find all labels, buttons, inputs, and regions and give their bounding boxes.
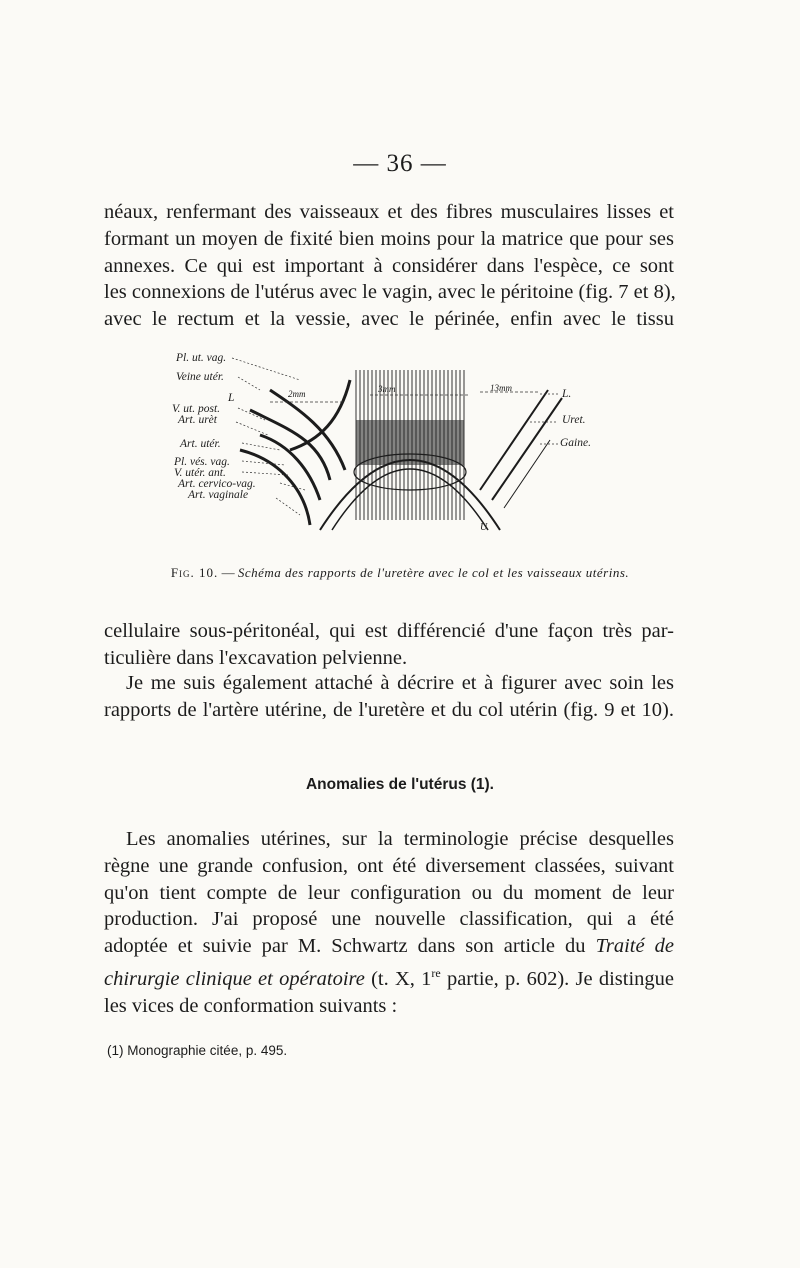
- superscript: re: [431, 965, 441, 980]
- text-line: formant un moyen de fixité bien moins pour la matrice que pour ses: [104, 227, 674, 250]
- paragraph-4: [104, 826, 674, 1019]
- text-segment: partie, p. 602). Je distingue: [440, 967, 674, 990]
- fig-label-pl-ut-vag: Pl. ut. vag.: [176, 352, 227, 364]
- fig-label-art-uret: Art. urèt: [178, 414, 217, 426]
- caption-dash: —: [221, 565, 235, 580]
- text-line: règne une grande confusion, ont été diversement classées, suivant: [104, 854, 674, 877]
- paragraph-1: [104, 199, 674, 333]
- caption-fig-number: Fig. 10.: [170, 565, 219, 580]
- fig-bottom-mark: U: [480, 522, 488, 533]
- page-number: — 36 —: [353, 150, 447, 177]
- text-line: ticulière dans l'excavation pelvienne.: [104, 646, 408, 669]
- fig-label-art-vaginale: Art. vaginale: [188, 489, 249, 501]
- anatomical-figure: [170, 350, 610, 540]
- figure-caption: [0, 565, 800, 581]
- text-line: [104, 960, 674, 993]
- fig-dim-left: 2mm: [288, 389, 306, 399]
- fig-label-art-uter: Art. utér.: [180, 438, 221, 450]
- text-line: cellulaire sous-péritonéal, qui est différencié d'une façon très par-: [104, 620, 674, 642]
- fig-dim-center: 3mm: [378, 384, 396, 394]
- fig-label-v-ut-post: V. ut. post.: [172, 403, 221, 415]
- paragraph-3: [104, 670, 674, 724]
- text-line: néaux, renfermant des vaisseaux et des fibres musculaires lisses et: [104, 201, 674, 223]
- section-title: Anomalies de l'utérus (1).: [305, 776, 494, 793]
- text-line: production. J'ai proposé une nouvelle classification, qui a été: [104, 908, 674, 931]
- text-line: les vices de conformation suivants :: [104, 994, 398, 1017]
- paragraph-2: [104, 618, 674, 672]
- text-line: Je me suis également attaché à décrire et à figurer avec soin les: [126, 672, 674, 694]
- fig-label-uret: Uret.: [562, 414, 586, 426]
- fig-label-veine-uter: Veine utér.: [176, 371, 224, 383]
- fig-label-gaine: Gaine.: [560, 437, 591, 449]
- caption-text: Schéma des rapports de l'uretère avec le col et les vaisseaux utérins.: [237, 565, 630, 580]
- fig-label-art-cervico-vag: Art. cervico-vag.: [178, 478, 256, 490]
- text-line: rapports de l'artère utérine, de l'uretère et du col utérin (fig. 9 et 10).: [104, 698, 674, 721]
- fig-label-l-left: L: [228, 392, 235, 404]
- fig-label-v-uter-ant: V. utér. ant.: [174, 467, 226, 479]
- text-line: avec le rectum et la vessie, avec le périnée, enfin avec le tissu: [104, 308, 674, 331]
- fig-dim-right: 13mm: [490, 383, 512, 393]
- book-title-part1: Traité de: [595, 935, 674, 958]
- book-title-part2: chirurgie clinique et opératoire: [104, 967, 365, 990]
- footnote: (1) Monographie citée, p. 495.: [107, 1043, 288, 1058]
- fig-label-pl-ves-vag: Pl. vés. vag.: [174, 456, 230, 468]
- figure-drawing: [170, 350, 610, 540]
- text-line: qu'on tient compte de leur configuration ou du moment de leur: [104, 881, 674, 904]
- text-segment: (t. X, 1: [364, 967, 432, 990]
- fig-label-l-right: L.: [562, 388, 572, 400]
- text-line: [104, 933, 674, 960]
- text-segment: adoptée et suivie par M. Schwartz dans son article du: [104, 935, 596, 958]
- text-line: les connexions de l'utérus avec le vagin, avec le péritoine (fig. 7 et 8),: [104, 281, 676, 304]
- text-line: Les anomalies utérines, sur la terminologie précise desquelles: [126, 828, 674, 850]
- text-line: annexes. Ce qui est important à considérer dans l'espèce, ce sont: [104, 254, 674, 277]
